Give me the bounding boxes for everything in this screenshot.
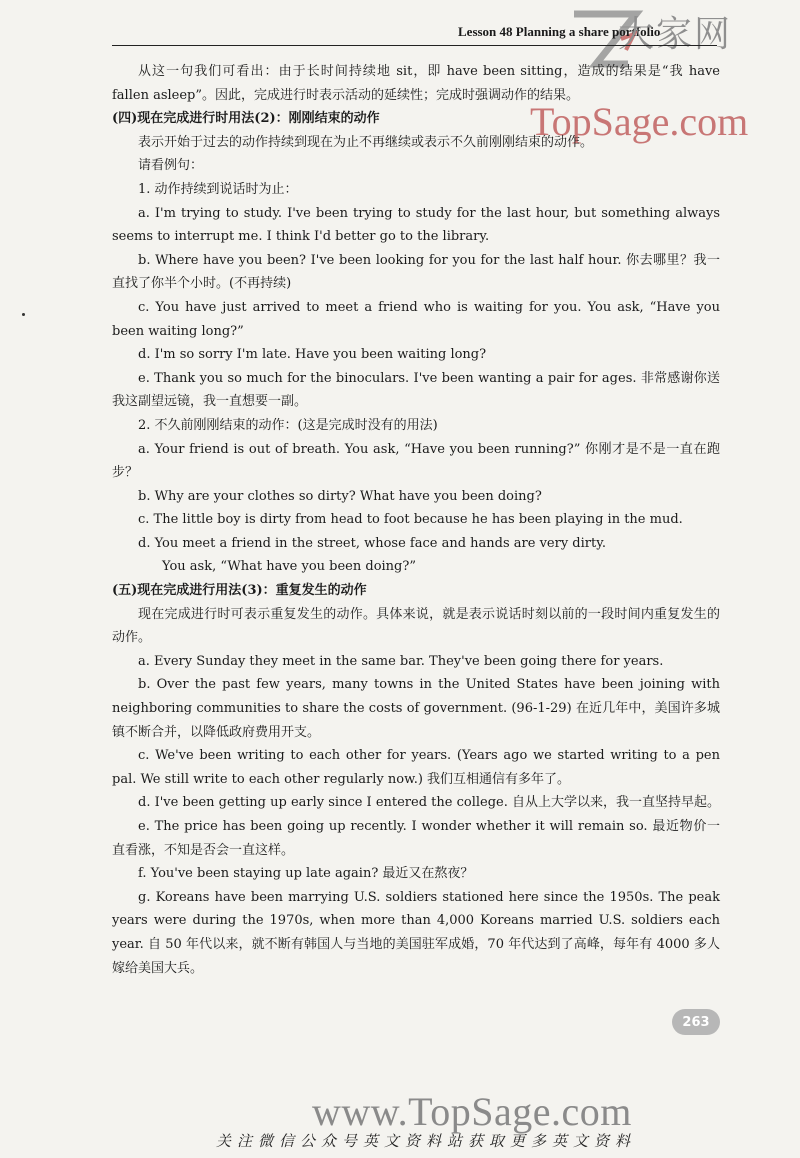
paragraph: e. The price has been going up recently. I wonder whether it will remain so. 最近物价一直看涨，不知是否会一直这样。 <box>112 819 720 858</box>
lesson-title: Lesson 48 Planning a share portfolio <box>458 24 661 39</box>
paragraph: 2. 不久前刚刚结束的动作：(这是完成时没有的用法) <box>138 417 438 433</box>
paragraph: g. Koreans have been marrying U.S. soldiers stationed here since the 1950s. The peak years were during the 1970s, when more than 4,000 Koreans married U.S. soldiers each year. 自 50 年代以来，就不断有韩国人与当地的美国驻军成婚，70 年代达到了高峰，每年有 4000 多人嫁给美国大兵。 <box>112 889 720 976</box>
paragraph: f. You've been staying up late again? 最近又在熬夜？ <box>138 866 474 882</box>
footer-note: 关注微信公众号英文资料站获取更多英文资料 <box>216 1132 637 1150</box>
watermark-cn: 大家网 <box>618 14 733 55</box>
page-body <box>112 60 720 980</box>
paragraph: d. I'm so sorry I'm late. Have you been waiting long? <box>138 347 487 363</box>
footer-url: www.TopSage.com <box>312 1089 632 1134</box>
page-number: 263 <box>672 1009 720 1035</box>
paragraph: d. I've been getting up early since I entered the college. 自从上大学以来，我一直坚持早起。 <box>138 795 720 811</box>
section-heading: (四)现在完成进行时用法(2)：刚刚结束的动作 <box>112 111 380 127</box>
paragraph: You ask, “What have you been doing?” <box>162 559 416 575</box>
paragraph: b. Over the past few years, many towns in the United States have been joining with neighboring communities to share the costs of government. (96-1-29) 在近几年中，美国许多城镇不断合并，以降低政府费用开支。 <box>112 677 720 740</box>
paragraph: a. Your friend is out of breath. You ask, “Have you been running?” 你刚才是不是一直在跑步？ <box>112 441 720 481</box>
paragraph: 现在完成进行时可表示重复发生的动作。具体来说，就是表示说话时刻以前的一段时间内重复发生的动作。 <box>112 606 720 646</box>
section-heading: (五)现在完成进行用法(3)：重复发生的动作 <box>112 583 367 599</box>
header-rule <box>112 45 717 46</box>
paragraph: b. Where have you been? I've been looking for you for the last half hour. 你去哪里？我一直找了你半个小时。(不再持续) <box>112 252 720 292</box>
watermark-url: TopSage.com <box>530 99 749 144</box>
paragraph: c. You have just arrived to meet a friend who is waiting for you. You ask, “Have you been waiting long?” <box>112 299 720 339</box>
paragraph: a. Every Sunday they meet in the same bar. They've been going there for years. <box>138 653 664 669</box>
margin-dot <box>22 313 25 316</box>
paragraph: d. You meet a friend in the street, whose face and hands are very dirty. <box>138 535 606 551</box>
paragraph: c. We've been writing to each other for years. (Years ago we started writing to a pen pal. We still write to each other regularly now.) 我们互相通信有多年了。 <box>112 748 720 787</box>
paragraph: a. I'm trying to study. I've been trying to study for the last hour, but something always seems to interrupt me. I think I'd better go to the library. <box>112 205 720 245</box>
paragraph: e. Thank you so much for the binoculars. I've been wanting a pair for ages. 非常感谢你送我这副望远镜，我一直想要一副。 <box>112 370 720 410</box>
paragraph: 表示开始于过去的动作持续到现在为止不再继续或表示不久前刚刚结束的动作。 <box>138 134 594 150</box>
paragraph: 请看例句： <box>138 158 204 174</box>
paragraph: 从这一句我们可看出：由于长时间持续地 sit，即 have been sitting，造成的结果是“我 have fallen asleep”。因此，完成进行时表示活动的延续性；完成时强调动作的结果。 <box>112 64 720 103</box>
paragraph: b. Why are your clothes so dirty? What have you been doing? <box>138 488 542 504</box>
paragraph: c. The little boy is dirty from head to foot because he has been playing in the mud. <box>138 512 683 528</box>
paragraph: 1. 动作持续到说话时为止： <box>138 181 298 197</box>
